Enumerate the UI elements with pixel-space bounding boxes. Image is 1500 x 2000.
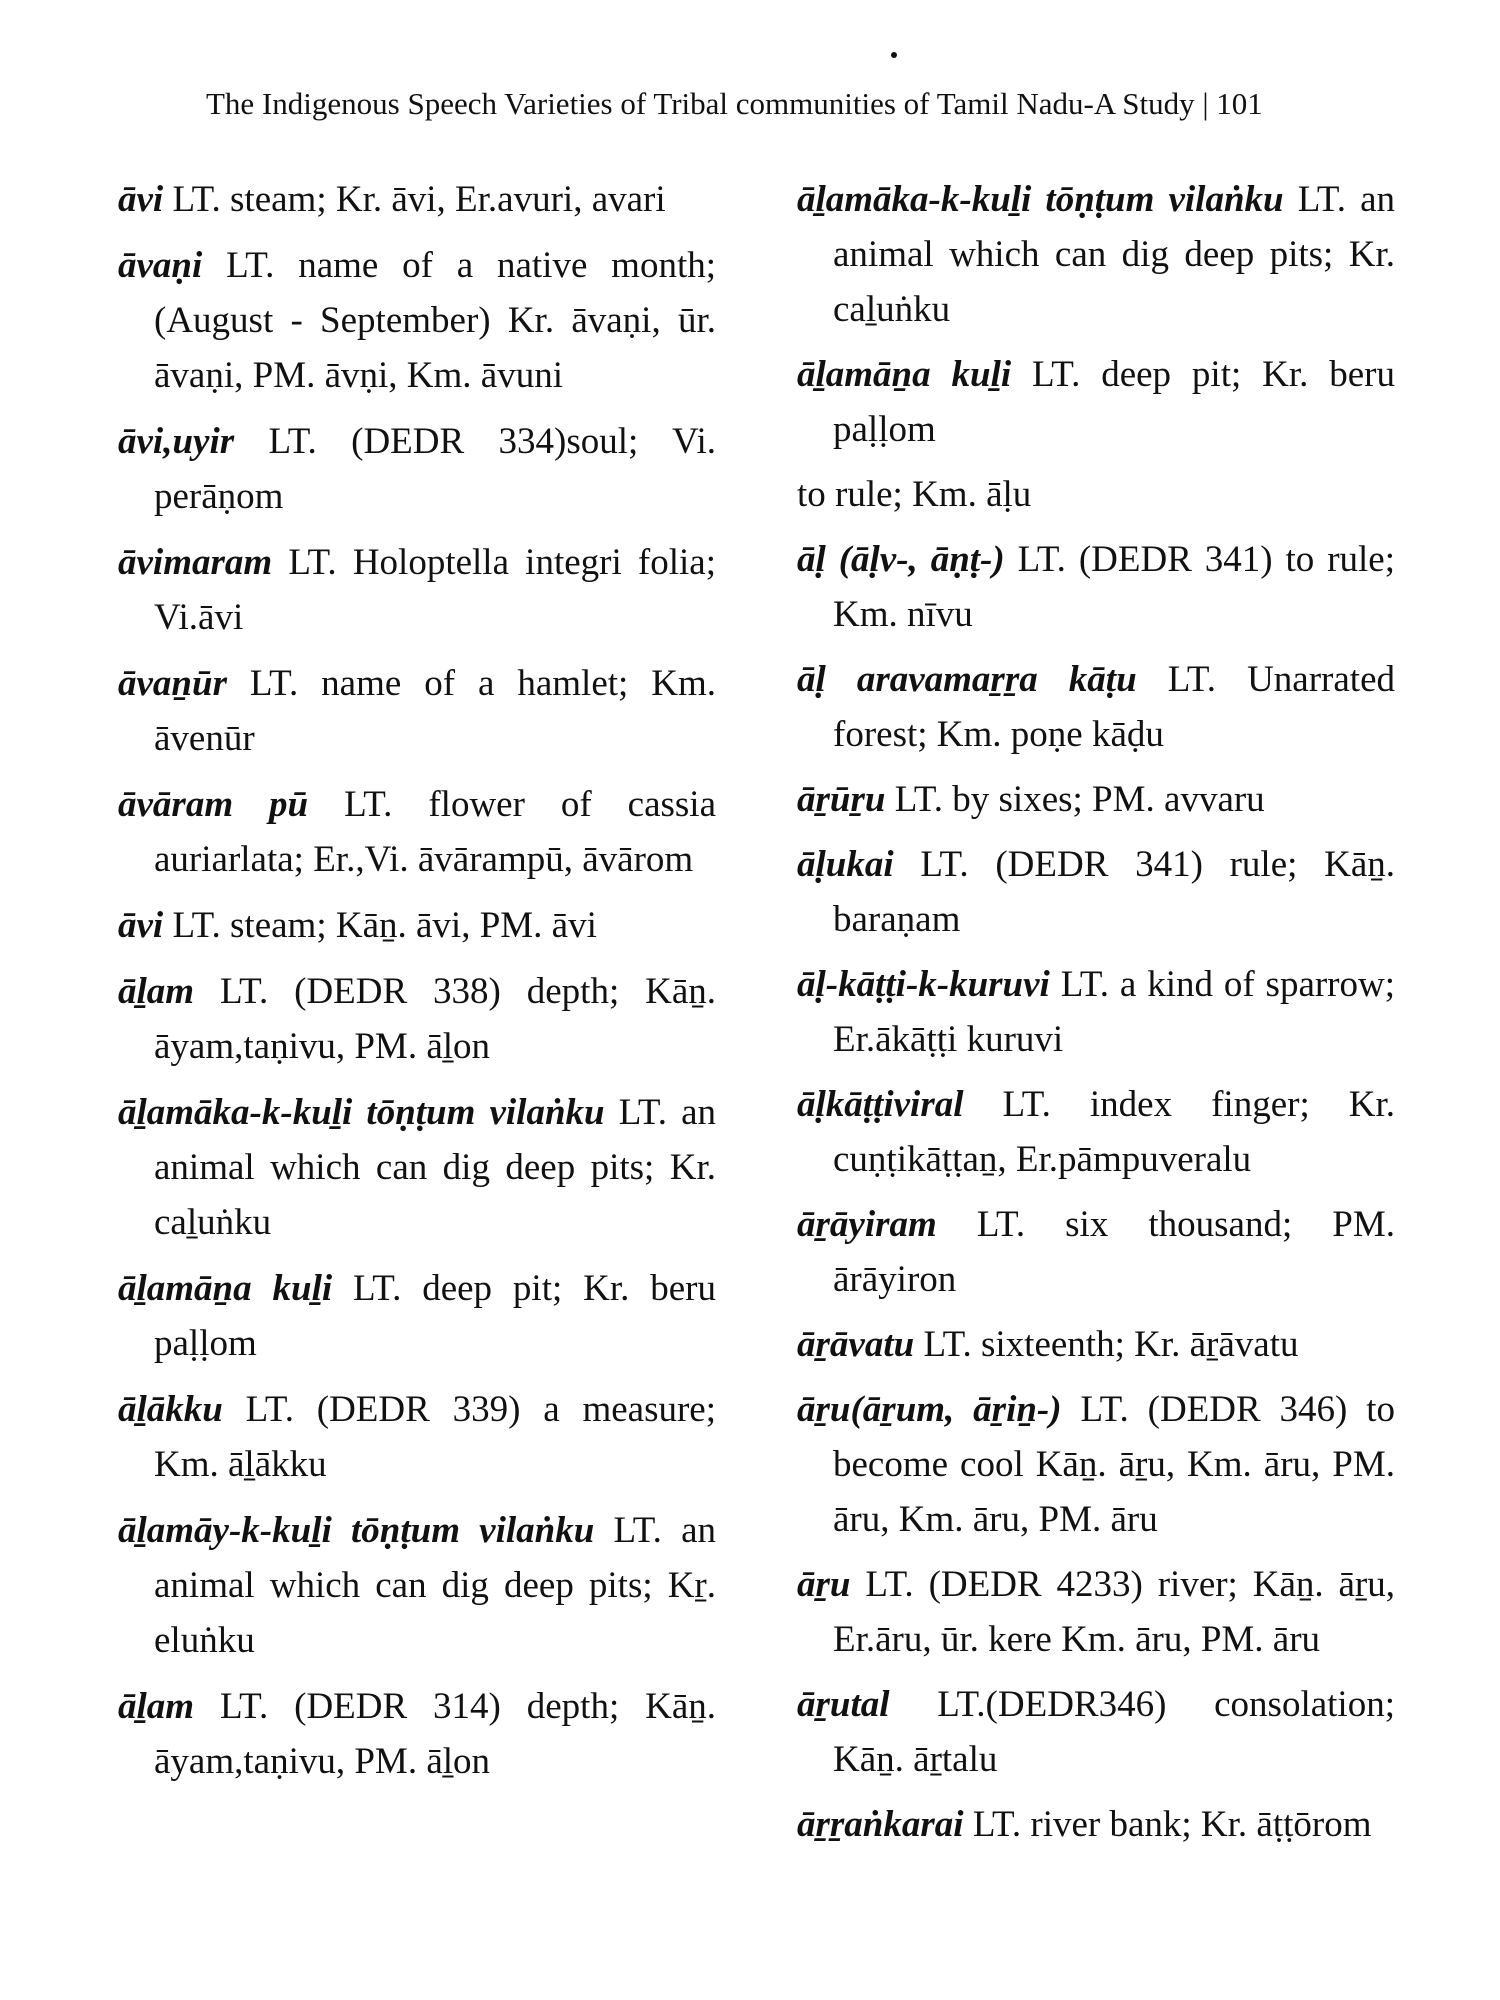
left-column: [118, 172, 716, 1800]
entry-headword: āṟu(āṟum, āṟiṉ-): [797, 1389, 1062, 1430]
dictionary-entry: [797, 532, 1395, 642]
entry-definition: LT. (DEDR 314) depth; Kāṉ. āyam,taṇivu, PM. āḻon: [154, 1686, 717, 1782]
entry-definition: to rule; Km. āḷu: [797, 474, 1032, 515]
dictionary-entry: [118, 1382, 716, 1492]
dictionary-entry: [797, 467, 1395, 522]
entry-definition: LT. steam; Kr. āvi, Er.avuri, avari: [172, 179, 666, 220]
dictionary-entry: [797, 957, 1395, 1067]
entry-definition: LT. (DEDR 341) rule; Kāṉ. baraṇam: [833, 844, 1395, 940]
page-dot-mark: [891, 52, 897, 58]
dictionary-entry: [797, 1557, 1395, 1667]
entry-definition: LT. by sixes; PM. avvaru: [894, 779, 1265, 820]
dictionary-entry: [797, 1797, 1395, 1852]
entry-definition: LT. name of a hamlet; Km. āvenūr: [154, 663, 716, 759]
dictionary-entry: [797, 1677, 1395, 1787]
dictionary-entry: [118, 964, 716, 1074]
dictionary-entry: [797, 1317, 1395, 1372]
entry-headword: āḷ aravamaṟṟa kāṭu: [797, 659, 1137, 700]
dictionary-entry: [797, 1077, 1395, 1187]
entry-definition: LT. Holoptella integri folia; Vi.āvi: [154, 542, 716, 638]
entry-definition: LT. flower of cassia auriarlata; Er.,Vi. āvārampū, āvārom: [154, 784, 716, 880]
entry-definition: LT. name of a native month; (August - September) Kr. āvaṇi, ūr. āvaṇi, PM. āvṇi, Km. āvuni: [154, 245, 717, 396]
entry-headword: āvi: [118, 179, 164, 220]
entry-definition: LT. Unarrated forest; Km. poṇe kāḍu: [833, 659, 1395, 755]
entry-headword: āṟāvatu: [797, 1324, 915, 1365]
entry-headword: āṟu: [797, 1564, 851, 1605]
dictionary-entry: [797, 1197, 1395, 1307]
entry-headword: āḻamāy-k-kuḻi tōṇṭum vilaṅku: [118, 1510, 595, 1551]
dictionary-entry: [797, 347, 1395, 457]
entry-definition: LT. deep pit; Kr. beru paḷḷom: [833, 354, 1395, 450]
dictionary-entry: [118, 1503, 716, 1668]
entry-headword: āvaṉūr: [118, 663, 227, 704]
entry-headword: āḻamāka-k-kuḻi tōṇṭum vilaṅku: [118, 1092, 605, 1133]
right-column: [797, 172, 1395, 1862]
entry-definition: LT. an animal which can dig deep pits; Kr. caḻuṅku: [154, 1092, 717, 1243]
dictionary-entry: [118, 172, 716, 227]
entry-definition: LT. six thousand; PM. ārāyiron: [833, 1204, 1395, 1300]
entry-headword: āḻamāka-k-kuḻi tōṇṭum vilaṅku: [797, 179, 1284, 220]
dictionary-entry: [118, 1085, 716, 1250]
entry-definition: LT. a kind of sparrow; Er.ākāṭṭi kuruvi: [833, 964, 1396, 1060]
entry-headword: āvāram pū: [118, 784, 309, 825]
entry-headword: āḷkāṭṭiviral: [797, 1084, 964, 1125]
dictionary-entry: [797, 172, 1395, 337]
entry-definition: LT. an animal which can dig deep pits; Kr. caḻuṅku: [833, 179, 1396, 330]
entry-definition: LT. index finger; Kr. cuṇṭikāṭṭaṉ, Er.pāmpuveralu: [833, 1084, 1395, 1180]
dictionary-entry: [118, 1261, 716, 1371]
entry-headword: āvaṇi: [118, 245, 203, 286]
dictionary-entry: [118, 414, 716, 524]
dictionary-entry: [797, 837, 1395, 947]
entry-definition: LT. river bank; Kr. āṭṭōrom: [972, 1804, 1372, 1845]
entry-definition: LT. deep pit; Kr. beru paḷḷom: [154, 1268, 716, 1364]
entry-definition: LT. (DEDR 4233) river; Kāṉ. āṟu, Er.āru, ūr. kere Km. āru, PM. āru: [833, 1564, 1395, 1660]
dictionary-entry: [118, 238, 716, 403]
entry-definition: LT. steam; Kāṉ. āvi, PM. āvi: [172, 905, 597, 946]
dictionary-entry: [118, 777, 716, 887]
dictionary-entry: [118, 656, 716, 766]
entry-headword: āḻam: [118, 971, 195, 1012]
entry-definition: LT. an animal which can dig deep pits; Kṟ. eluṅku: [154, 1510, 716, 1661]
dictionary-entry: [797, 1382, 1395, 1547]
entry-definition: LT. (DEDR 334)soul; Vi. perāṇom: [154, 421, 716, 517]
entry-definition: LT. (DEDR 346) to become cool Kāṉ. āṟu, Km. āru, PM. āru, Km. āru, PM. āru: [833, 1389, 1396, 1540]
entry-headword: āvi,uyir: [118, 421, 235, 462]
dictionary-entry: [797, 772, 1395, 827]
entry-headword: āḷukai: [797, 844, 894, 885]
entry-headword: āvi: [118, 905, 164, 946]
entry-headword: āḻam: [118, 1686, 195, 1727]
entry-headword: āvimaram: [118, 542, 273, 583]
entry-definition: LT. (DEDR 341) to rule; Km. nīvu: [833, 539, 1396, 635]
entry-headword: āṟutal: [797, 1684, 890, 1725]
dictionary-entry: [118, 1679, 716, 1789]
entry-headword: āṟāyiram: [797, 1204, 937, 1245]
entry-headword: āḻamāṉa kuḻi: [118, 1268, 333, 1309]
entry-definition: LT.(DEDR346) consolation; Kāṉ. āṟtalu: [833, 1684, 1395, 1780]
entry-headword: āḷ-kāṭṭi-k-kuruvi: [797, 964, 1050, 1005]
entry-definition: LT. sixteenth; Kr. āṟāvatu: [923, 1324, 1299, 1365]
dictionary-entry: [797, 652, 1395, 762]
running-header: The Indigenous Speech Varieties of Tribal communities of Tamil Nadu-A Study | 101: [206, 86, 1263, 121]
entry-headword: āṟūṟu: [797, 779, 886, 820]
dictionary-entry: [118, 535, 716, 645]
entry-definition: LT. (DEDR 338) depth; Kāṉ. āyam,taṇivu, PM. āḻon: [154, 971, 717, 1067]
dictionary-entry: [118, 898, 716, 953]
entry-headword: āḷ (āḷv-, āṇṭ-): [797, 539, 1005, 580]
entry-definition: LT. (DEDR 339) a measure; Km. āḻākku: [154, 1389, 716, 1485]
entry-headword: āḻākku: [118, 1389, 223, 1430]
entry-headword: āṟṟaṅkarai: [797, 1804, 964, 1845]
entry-headword: āḻamāṉa kuḻi: [797, 354, 1012, 395]
